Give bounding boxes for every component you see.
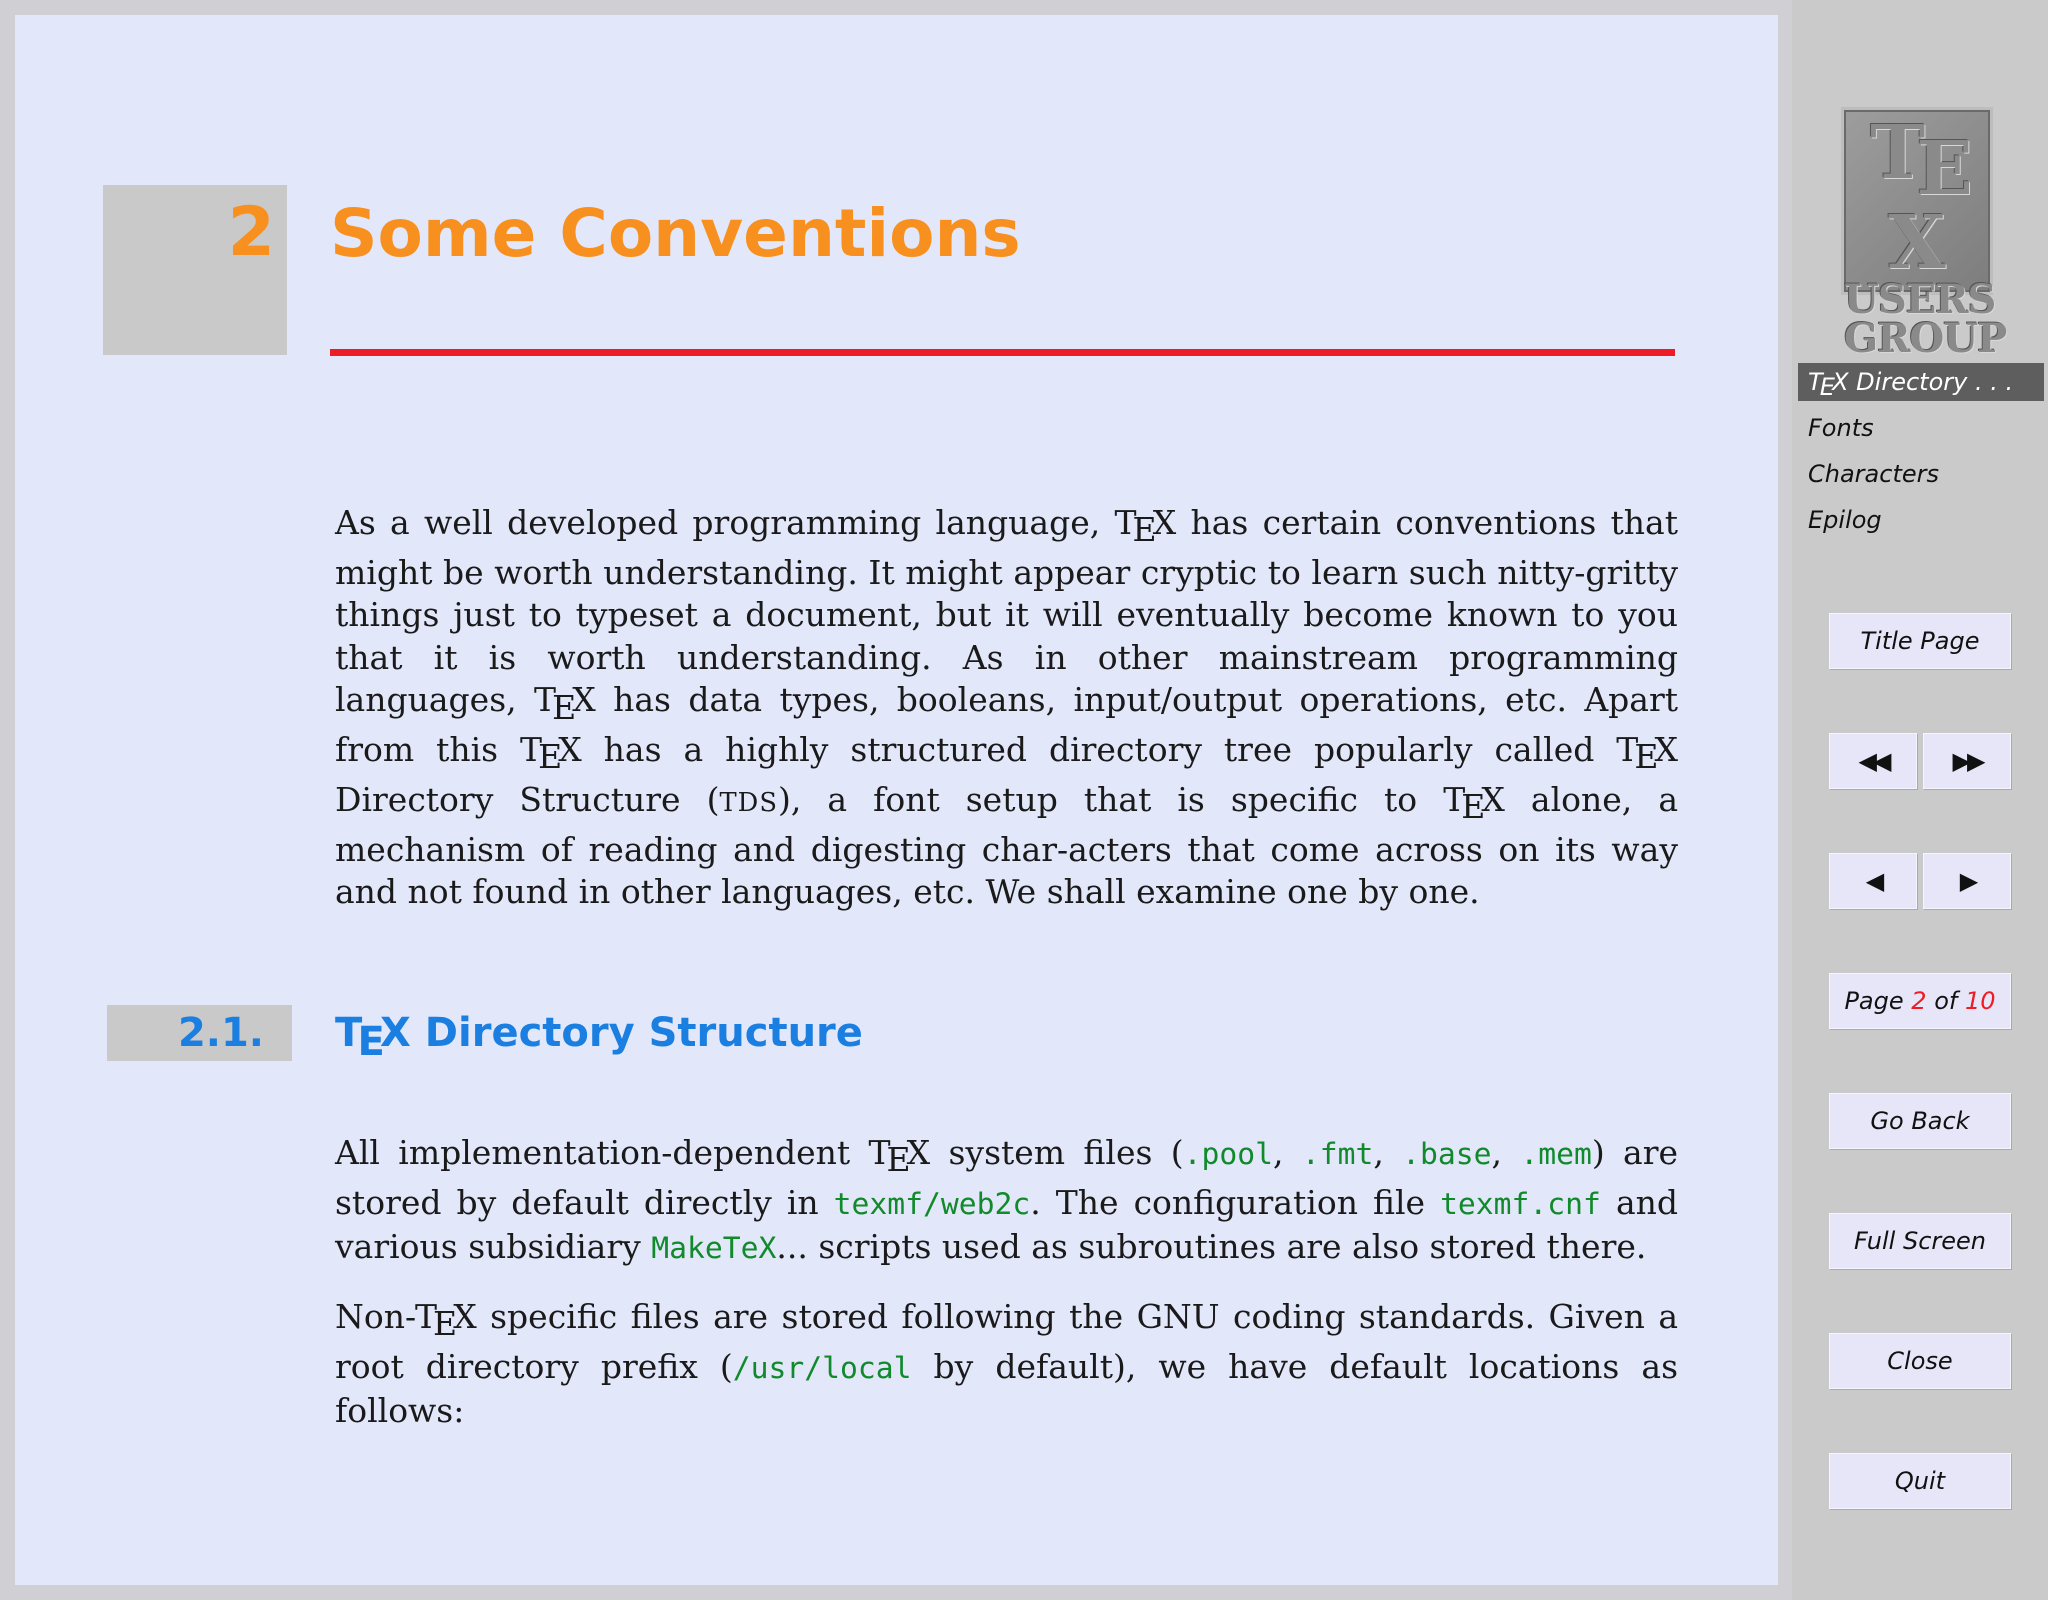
tex-logo: TEX [1616, 730, 1678, 777]
first-page-button[interactable] [1829, 733, 1917, 789]
tex-logo: TEX [520, 730, 582, 777]
previous-page-button[interactable] [1829, 853, 1917, 909]
total-pages-number: 10 [1964, 987, 1996, 1015]
triangle-left-icon: ◀ [1865, 867, 1881, 895]
section-number-box [107, 1005, 292, 1061]
current-page-number: 2 [1911, 987, 1927, 1015]
system-files-paragraph: All implementation-dependent TEX system files (.pool, .fmt, .base, .mem) are stored by default directly in texmf/web2c. The configuration file texmf.cnf and various subsidiary MakeTeX... scripts used as subroutines are also stored there. [335, 1133, 1679, 1267]
gnu-standards-paragraph: Non-TEX specific files are stored following the GNU coding standards. Given a root directory prefix (/usr/local by default), we have default locations as follows: [335, 1297, 1678, 1431]
code-mem: .mem [1520, 1137, 1592, 1172]
toc-item-tex-directory[interactable]: TEX Directory . . . [1798, 363, 2044, 401]
section-number: 2.1. [177, 1010, 264, 1056]
tex-logo: TEX [868, 1133, 931, 1180]
chapter-number: 2 [227, 193, 275, 272]
tex-logo: TEX [335, 1010, 411, 1065]
code-usr-local: /usr/local [732, 1350, 912, 1386]
code-pool: .pool [1183, 1137, 1274, 1172]
tex-users-group-logo: TEX USERS GROUP [1841, 107, 1993, 295]
rewind-icon: ◀◀ [1858, 747, 1888, 775]
code-base: .base [1402, 1137, 1492, 1172]
chapter-number-box [103, 185, 287, 355]
chapter-title: Some Conventions [330, 195, 1021, 272]
toc-item-fonts[interactable]: Fonts [1808, 414, 1874, 442]
code-fmt: .fmt [1301, 1137, 1374, 1172]
full-screen-button[interactable]: Full Screen [1829, 1213, 2011, 1269]
toc-item-epilog[interactable]: Epilog [1808, 506, 1882, 534]
navigation-sidebar [1792, 0, 2048, 1600]
code-texmf-cnf: texmf.cnf [1440, 1186, 1601, 1222]
page-indicator: Page 2 of 10 [1829, 973, 2011, 1029]
tex-logo: TEX [1443, 779, 1505, 826]
next-page-button[interactable] [1923, 853, 2011, 909]
tds-abbrev: TDS [719, 787, 779, 818]
fast-forward-icon: ▶▶ [1952, 747, 1982, 775]
section-title: TEX Directory Structure [335, 1010, 863, 1065]
last-page-button[interactable] [1923, 733, 2011, 789]
title-page-button[interactable]: Title Page [1829, 613, 2011, 669]
code-maketex: MakeTeX [651, 1231, 777, 1267]
toc-item-characters[interactable]: Characters [1808, 460, 1939, 488]
code-web2c: texmf/web2c [833, 1186, 1031, 1222]
tex-logo: TEX [534, 680, 596, 727]
go-back-button[interactable]: Go Back [1829, 1093, 2011, 1149]
triangle-right-icon: ▶ [1959, 867, 1975, 895]
page-area [15, 15, 1778, 1585]
tex-logo: TEX [414, 1297, 477, 1344]
tex-logo: TEX [1114, 503, 1177, 550]
chapter-rule [330, 349, 1675, 356]
quit-button[interactable]: Quit [1829, 1453, 2011, 1509]
intro-paragraph: As a well developed programming language, TEX has certain conventions that might be worth understanding. It might appear cryptic to learn such nitty-gritty things just to typeset a document, but it will eventually become known to you that it is worth understanding. As in other mainstream programming languages, TEX has data types, booleans, input/output operations, etc. Apart from this TEX has a highly structured directory tree popularly called TEX Directory Structure (TDS), a font setup that is specific to TEX alone, a mechanism of reading and digesting char-acters that come across on its way and not found in other languages, etc. We shall examine one by one. [335, 503, 1678, 911]
close-button[interactable]: Close [1829, 1333, 2011, 1389]
